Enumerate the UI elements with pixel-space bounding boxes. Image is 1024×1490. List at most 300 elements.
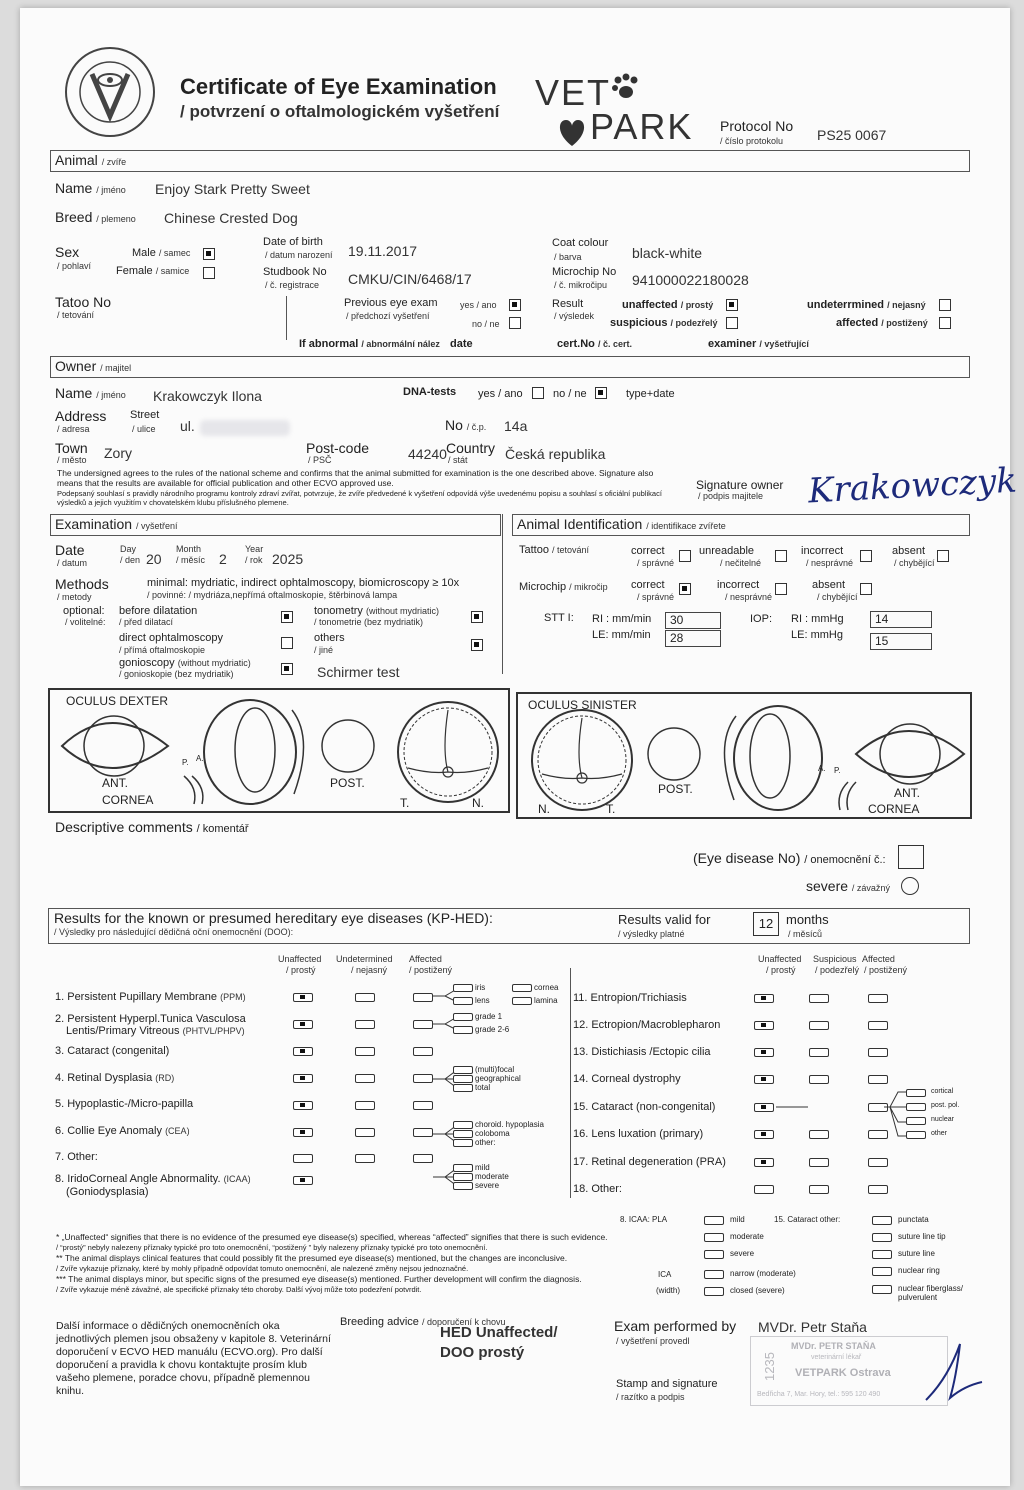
chip-absent-label: absent [812,579,846,591]
col-undetermined-left: Undetermined [336,954,393,964]
cataract-noncongenital-unaffected[interactable] [754,1103,774,1112]
note2: ** The animal displays clinical features that could possibly fit the presumed eye disease(s) mentioned, but the changes are inconclusive. [56,1253,568,1263]
before-dilatation-checkbox[interactable] [281,611,293,623]
chip-incorrect-checkbox[interactable] [775,583,787,595]
tattoo-incorrect-checkbox[interactable] [860,550,872,562]
tattoo-absent-sub: / chybějící [894,558,935,568]
icaa-unaffected[interactable] [293,1176,313,1185]
ica-label: ICA [658,1270,672,1279]
cat-cortical-box[interactable] [906,1089,926,1097]
month-value: 2 [219,551,227,567]
protocol-sub: / číslo protokolu [720,136,784,146]
pla-mild-label: mild [730,1215,745,1224]
vet-name: MVDr. Petr Staňa [758,1319,867,1335]
col-suspicious-right: Suspicious [813,954,857,964]
brand-vet: VET [535,72,612,113]
country-label: Country [446,440,496,456]
icaa-severe-label: severe [475,1181,500,1190]
disease-ppm-label: 1. Persistent Pupillary Membrane (PPM) [55,991,246,1003]
os-t-label: T. [606,802,616,816]
icaa-mild-box[interactable] [453,1164,473,1172]
others-value: Schirmer test [317,664,400,680]
rd-total-box[interactable] [453,1084,473,1092]
female-checkbox[interactable] [203,267,215,279]
ppm-cornea-box[interactable] [512,984,532,992]
iop-ri-value[interactable]: 14 [870,611,932,628]
coat-label: Coat colour [552,237,609,249]
ident-section-title: Animal Identification / identifikace zvířete [517,516,726,532]
disease-icaa-label2: (Goniodysplasia) [66,1186,149,1198]
stamp-line-1: MVDr. PETR STAŇA [791,1341,876,1351]
col-affected-right-sub: / postižený [864,965,908,975]
title-en: Certificate of Eye Examination [180,74,497,99]
cea-undetermined[interactable] [355,1128,375,1137]
distichiasis-suspicious[interactable] [809,1048,829,1057]
col-unaffected-right: Unaffected [758,954,802,964]
disease-rd-label: 4. Retinal Dysplasia (RD) [55,1072,175,1084]
results-title-sub: / Výsledky pro následující dědičná oční onemocnění (DOO): [54,927,294,937]
ppm-lamina-label: lamina [534,996,558,1005]
cat-nuclear-box[interactable] [906,1117,926,1125]
declaration-cz: Podepsaný souhlasí s pravidly národního programu kontroly zdraví zvířat, potvrzuje, že zvíře předvedené k vyšetření odpovídá výše uvedenému popisu a souhlasí s oficiální publikací výsledků a jejich využitím v chovatelském klubu příslušného plemene. [57,489,662,507]
ppm-cornea-label: cornea [534,983,559,992]
dna-type-label: type+date [626,388,675,400]
signature-owner-label: Signature owner [696,478,784,492]
note2-cz: / Zvíře vykazuje příznaky, které by mohly případně odpovídat tomuto onemocnění, ale nalezené změny nejsou jednoznačné. [56,1263,469,1273]
postcode-value: 44240 [408,446,447,462]
disease-cataract-noncongenital-label: 15. Cataract (non-congenital) [573,1101,716,1113]
papilla-unaffected[interactable] [293,1101,313,1110]
corneal-dystrophy-affected[interactable] [868,1075,888,1084]
pra-suspicious[interactable] [809,1158,829,1167]
cat-postpol-box[interactable] [906,1103,926,1111]
note3: *** The animal displays minor, but specific signs of the presumed eye disease(s) mentioned. Further development will confirm the diagnosis. [56,1274,582,1284]
result-affected-label: affected / postižený [836,317,928,329]
iop-le-value[interactable]: 15 [870,633,932,650]
os-p-label: P. [834,766,841,775]
months-sub: / měsíců [788,929,823,939]
owner-section-bar [50,356,970,378]
tattoo-absent-checkbox[interactable] [937,550,949,562]
result-suspicious-label: suspicious / podezřelý [610,317,718,329]
address-label: Address [55,408,107,424]
tonometry-label: tonometry (without mydriatic) [314,605,439,617]
ppm-undetermined[interactable] [355,993,375,1002]
distichiasis-affected[interactable] [868,1048,888,1057]
col-suspicious-right-sub: / podezřelý [815,965,860,975]
other-right-affected[interactable] [868,1185,888,1194]
other-left-undetermined[interactable] [355,1154,375,1163]
address-sub: / adresa [57,424,90,434]
dna-no-label: no / ne [553,388,587,400]
ppm-lens-label: lens [475,996,490,1005]
nuclear-fiberglass-label: nuclear fiberglass/ pulverulent [898,1284,963,1302]
pla-moderate-label: moderate [730,1232,764,1241]
animal-section-bar [50,150,970,172]
result-suspicious-checkbox[interactable] [726,317,738,329]
tattoo-unreadable-checkbox[interactable] [775,550,787,562]
corneal-dystrophy-suspicious[interactable] [809,1075,829,1084]
result-sub: / výsledek [554,311,595,321]
od-cornea-label: CORNEA [102,793,154,807]
stamp-sub: / razítko a podpis [616,1392,685,1402]
iop-le-label: LE: mmHg [791,629,843,641]
day-sub: / den [120,555,141,565]
year-label: Year [245,544,264,554]
cat-postpol-label: post. pol. [931,1102,960,1109]
ident-microchip-label: Microchip / mikročip [519,581,608,593]
tattoo-absent-label: absent [892,545,926,557]
col-unaffected-left-sub: / prostý [286,965,316,975]
breeding-value-2: DOO prostý [440,1344,525,1361]
protocol-number: PS25 0067 [817,127,887,143]
disease-ectropion-label: 12. Ectropion/Macroblepharon [573,1019,721,1031]
chip-correct-sub: / správné [637,592,675,602]
tattoo-incorrect-sub: / nesprávné [806,558,854,568]
dob-label: Date of birth [263,236,323,248]
os-cornea-label: CORNEA [868,802,920,816]
oculus-sinister-panel [516,692,972,819]
ica-closed-box[interactable] [704,1287,724,1296]
other-right-unaffected[interactable] [754,1185,774,1194]
exam-date-label: Date [55,542,85,558]
abnormal-label: If abnormal / abnormální nález [299,338,440,350]
month-sub: / měsíc [176,555,206,565]
tattoo-sub: / tetování [57,310,95,320]
pla-moderate-box[interactable] [704,1233,724,1242]
rd-unaffected[interactable] [293,1074,313,1083]
result-undetermined-label: undeterrmined / nejasný [807,299,926,311]
od-ant-label: ANT. [102,776,129,790]
lens-luxation-suspicious[interactable] [809,1130,829,1139]
icaa-moderate-label: moderate [475,1172,509,1181]
stamp-line-4: Bedřicha 7, Mar. Hory, tel.: 595 120 490 [757,1391,881,1398]
col-unaffected-left: Unaffected [278,954,322,964]
owner-name: Krakowczyk Ilona [153,388,262,404]
declaration-en: The undersigned agrees to the rules of the national scheme and confirms that the animal submitted for examination is the one described above. Signature also means that the results are available for official publication and other ECVO approved use. [57,468,654,488]
day-label: Day [120,544,137,554]
owner-signature: Krakowczyk [807,460,1018,512]
disease-phtvl-label: 2. Persistent Hyperpl.Tunica Vasculosa [55,1013,246,1025]
disease-corneal-dystrophy-label: 14. Corneal dystrophy [573,1073,681,1085]
exam-performed-sub: / vyšetření provedl [616,1336,690,1346]
stamp-number: 1235 [761,1352,777,1381]
direct-ophtalmoscopy-label: direct ophtalmoscopy [119,632,223,644]
valid-label: Results valid for [618,912,711,927]
ppm-iris-box[interactable] [453,984,473,992]
cea-coloboma-label: coloboma [475,1129,510,1138]
redacted-street [200,420,290,436]
col-undetermined-left-sub: / nejasný [351,965,388,975]
dna-yes-label: yes / ano [478,388,523,400]
day-value: 20 [146,551,162,567]
disease-lens-luxation-label: 16. Lens luxation (primary) [573,1128,704,1140]
ectropion-affected[interactable] [868,1021,888,1030]
col-affected-right: Affected [862,954,895,964]
disease-cea-label: 6. Collie Eye Anomaly (CEA) [55,1125,190,1137]
gonioscopy-label: gonioscopy (without mydriatic) [119,657,251,669]
suture-tip-label: suture line tip [898,1232,946,1241]
cat-other-footer-label: 15. Cataract other: [774,1215,841,1224]
stamp-label: Stamp and signature [616,1378,718,1390]
rd-geographical-box[interactable] [453,1075,473,1083]
rd-undetermined[interactable] [355,1074,375,1083]
before-dilatation-label: before dilatation [119,605,198,617]
other-right-suspicious[interactable] [809,1185,829,1194]
result-undetermined-checkbox[interactable] [939,299,951,311]
pra-affected[interactable] [868,1158,888,1167]
cat-cortical-label: cortical [931,1088,954,1095]
direct-ophtalmoscopy-checkbox[interactable] [281,637,293,649]
disease-phtvl-label2: Lentis/Primary Vitreous (PHTVL/PHPV) [66,1025,245,1037]
tattoo-correct-checkbox[interactable] [679,550,691,562]
cataract-congenital-undetermined[interactable] [355,1047,375,1056]
chip-incorrect-label: incorrect [717,579,760,591]
cea-other-label: other: [475,1138,496,1147]
cea-other-box[interactable] [453,1139,473,1147]
tattoo-unreadable-sub: / nečitelné [720,558,762,568]
divider [286,296,287,340]
vet-stamp [750,1336,948,1406]
prev-no-label: no / ne [472,319,500,329]
months-label: months [786,912,829,927]
cat-other-box[interactable] [906,1131,926,1139]
street-label: Street [130,409,160,421]
male-checkbox[interactable] [203,248,215,260]
town-sub: / město [57,455,87,465]
cea-choroid-box[interactable] [453,1121,473,1129]
protocol-label: Protocol No [720,118,794,134]
disease-pra-label: 17. Retinal degeneration (PRA) [573,1156,726,1168]
direct-ophtalmoscopy-sub: / přímá oftalmoskopie [119,645,206,655]
optional-label: optional: [63,605,105,617]
town-value: Zory [104,445,132,461]
note1-cz: / “prostý” nebyly nalezeny příznaky typické pro toto onemocnění, “postižený ” byly nalezeny příznaky typické pro toto onemocnění. [56,1242,488,1252]
house-no-label: No / č.p. [445,417,487,433]
ppm-lamina-box[interactable] [512,997,532,1005]
od-n-label: N. [472,796,484,810]
tattoo-label: Tatoo No [55,294,112,310]
street-value: ul. [180,418,195,434]
valid-months-box[interactable]: 12 [753,912,779,936]
chip-correct-checkbox[interactable] [679,583,691,595]
examiner-label: examiner / vyšetřující [708,338,809,350]
prev-exam-label: Previous eye exam [344,297,438,309]
note3-cz: / Zvíře vykazuje méně závažné, ale specifické příznaky této choroby. Další vývoj může toto podezření potvrdit. [56,1284,422,1294]
male-label: Male / samec [132,247,191,259]
vet-signature [920,1338,990,1408]
od-post-label: POST. [330,776,365,790]
ectropion-suspicious[interactable] [809,1021,829,1030]
month-label: Month [176,544,202,554]
tattoo-correct-sub: / správné [637,558,675,568]
icaa-mild-label: mild [475,1163,490,1172]
od-t-label: T. [400,796,410,810]
postcode-sub: / PSČ [308,455,332,465]
dna-label: DNA-tests [403,386,457,398]
prev-yes-label: yes / ano [460,300,497,310]
tonometry-sub: / tonometrie (bez mydriatik) [314,617,424,627]
prev-exam-sub: / předchozí vyšetření [346,311,430,321]
year-value: 2025 [272,551,304,567]
ectropion-unaffected[interactable] [754,1021,774,1030]
icaa-pla-label: 8. ICAA: PLA [620,1215,668,1224]
gonioscopy-sub: / gonioskopie (bez mydriatik) [119,669,234,679]
others-label: others [314,632,345,644]
title-cz: / potvrzení o oftalmologickém vyšetření [180,102,500,121]
dna-yes-checkbox[interactable] [532,387,544,399]
lens-luxation-affected[interactable] [868,1130,888,1139]
phtvl-grade1-box[interactable] [453,1013,473,1021]
sex-sub: / pohlaví [57,261,92,271]
optional-sub: / volitelné: [65,617,106,627]
phtvl-grade2-label: grade 2-6 [475,1025,510,1034]
rd-multifocal-box[interactable] [453,1066,473,1074]
country-sub: / stát [448,455,468,465]
sex-label: Sex [55,244,80,260]
valid-sub: / výsledky platné [618,929,685,939]
owner-name-label: Name / jméno [55,385,126,401]
oculus-sinister-label: OCULUS SINISTER [528,698,637,712]
pla-severe-label: severe [730,1249,755,1258]
ppm-unaffected[interactable] [293,993,313,1002]
results-title: Results for the known or presumed hereditary eye diseases (KP-HED): [54,910,493,926]
entropion-unaffected[interactable] [754,994,774,1003]
tonometry-checkbox[interactable] [471,611,483,623]
dob-value: 19.11.2017 [348,243,418,259]
ppm-iris-label: iris [475,983,486,992]
suture-line-box[interactable] [872,1250,892,1259]
coat-sub: / barva [554,252,582,262]
chip-value: 941000022180028 [632,272,749,288]
certificate-sheet [20,8,1018,1486]
ica-narrow-box[interactable] [704,1270,724,1279]
studbook-sub: / č. registrace [265,280,320,290]
stt-ri-label: RI : mm/min [592,613,652,625]
breeding-value-1: HED Unaffected/ [440,1324,558,1341]
others-checkbox[interactable] [471,639,483,651]
ppm-lens-box[interactable] [453,997,473,1005]
animal-name: Enjoy Stark Pretty Sweet [155,181,310,197]
other-left-unaffected[interactable] [293,1154,313,1163]
dna-no-checkbox[interactable] [595,387,607,399]
eye-disease-label: (Eye disease No) / onemocnění č.: [693,850,886,866]
studbook-value: CMKU/CIN/6468/17 [348,271,472,287]
stt-le-value[interactable]: 28 [665,630,721,647]
disease-papilla-label: 5. Hypoplastic-/Micro-papilla [55,1098,194,1110]
phtvl-unaffected[interactable] [293,1020,313,1029]
others-sub: / jiné [314,645,334,655]
prev-yes-checkbox[interactable] [509,299,521,311]
icaa-moderate-box[interactable] [453,1173,473,1181]
col-affected-left-sub: / postižený [409,965,453,975]
methods-label: Methods [55,576,109,592]
breed-label: Breed / plemeno [55,209,136,225]
ica-width-label: (width) [656,1286,681,1295]
cert-label: cert.No / č. cert. [557,338,632,350]
phtvl-grade2-box[interactable] [453,1026,473,1034]
exam-section-bar [50,514,501,536]
pra-unaffected[interactable] [754,1158,774,1167]
result-unaffected-label: unaffected / prostý [622,299,714,311]
phtvl-grade1-label: grade 1 [475,1012,503,1021]
nuclear-ring-box[interactable] [872,1267,892,1276]
cea-choroid-label: choroid. hypoplasia [475,1120,544,1129]
col-affected-left: Affected [409,954,442,964]
rd-total-label: total [475,1083,491,1092]
distichiasis-unaffected[interactable] [754,1048,774,1057]
prev-no-checkbox[interactable] [509,317,521,329]
entropion-affected[interactable] [868,994,888,1003]
punctata-box[interactable] [872,1216,892,1225]
corneal-dystrophy-unaffected[interactable] [754,1075,774,1084]
chip-absent-sub: / chybějící [817,592,858,602]
cea-coloboma-box[interactable] [453,1130,473,1138]
suture-tip-box[interactable] [872,1233,892,1242]
entropion-suspicious[interactable] [809,994,829,1003]
exam-date-sub: / datum [57,558,88,568]
result-affected-checkbox[interactable] [939,317,951,329]
cataract-congenital-unaffected[interactable] [293,1047,313,1056]
disease-other-right-label: 18. Other: [573,1183,622,1195]
phtvl-undetermined[interactable] [355,1020,375,1029]
oculus-dexter-panel [48,688,510,813]
chip-label: Microchip No [552,266,617,278]
nuclear-fiberglass-box[interactable] [872,1285,892,1294]
stt-ri-value[interactable]: 30 [665,612,721,629]
disease-entropion-label: 11. Entropion/Trichiasis [573,992,687,1004]
rd-geographical-label: geographical [475,1074,521,1083]
cea-unaffected[interactable] [293,1128,313,1137]
os-ant-label: ANT. [894,786,921,800]
chip-absent-checkbox[interactable] [860,583,872,595]
rd-multifocal-label: (multi)focal [475,1065,515,1074]
stt-le-label: LE: mm/min [592,629,651,641]
dob-sub: / datum narození [265,250,333,260]
methods-sub: / metody [57,592,92,602]
eye-disease-input[interactable] [898,845,924,869]
pla-mild-box[interactable] [704,1216,724,1225]
disease-distichiasis-label: 13. Distichiasis /Ectopic cilia [573,1046,711,1058]
lens-luxation-unaffected[interactable] [754,1130,774,1139]
year-sub: / rok [245,555,263,565]
papilla-undetermined[interactable] [355,1101,375,1110]
icaa-severe-box[interactable] [453,1182,473,1190]
cat-nuclear-label: nuclear [931,1116,954,1123]
disease-icaa-label: 8. IridoCorneal Angle Abnormality. (ICAA) [55,1173,251,1185]
before-dilatation-sub: / před dilatací [119,617,174,627]
stt-label: STT I: [544,612,574,624]
animal-section-title: Animal / zvíře [55,152,127,168]
tattoo-incorrect-label: incorrect [801,545,844,557]
info-text: Další informace o dědičných onemocněních oka jednotlivých plemen jsou obsaženy v kapitole 8. Veterinární doporučení v ECVO HED manuálu (ECVO.org). Pro další doporučení a pravidla k chovu kontaktujte prosím klub vašeho plemene, poradce chovu, případně plemennou knihu. [56,1320,331,1397]
chip-incorrect-sub: / nesprávné [725,592,773,602]
gonioscopy-checkbox[interactable] [281,663,293,675]
disease-cataract-congenital-label: 3. Cataract (congenital) [55,1045,170,1057]
severe-radio[interactable] [901,877,919,895]
coat-value: black-white [632,245,703,261]
oculus-dexter-label: OCULUS DEXTER [66,694,169,708]
breed-value: Chinese Crested Dog [164,210,298,226]
od-a-label: A. [196,754,204,763]
result-unaffected-checkbox[interactable] [726,299,738,311]
house-no-value: 14a [504,418,528,434]
heart-icon [556,118,588,148]
chip-sub: / č. mikročipu [554,280,608,290]
female-label: Female / samice [116,265,190,277]
pla-severe-box[interactable] [704,1250,724,1259]
os-n-label: N. [538,802,550,816]
